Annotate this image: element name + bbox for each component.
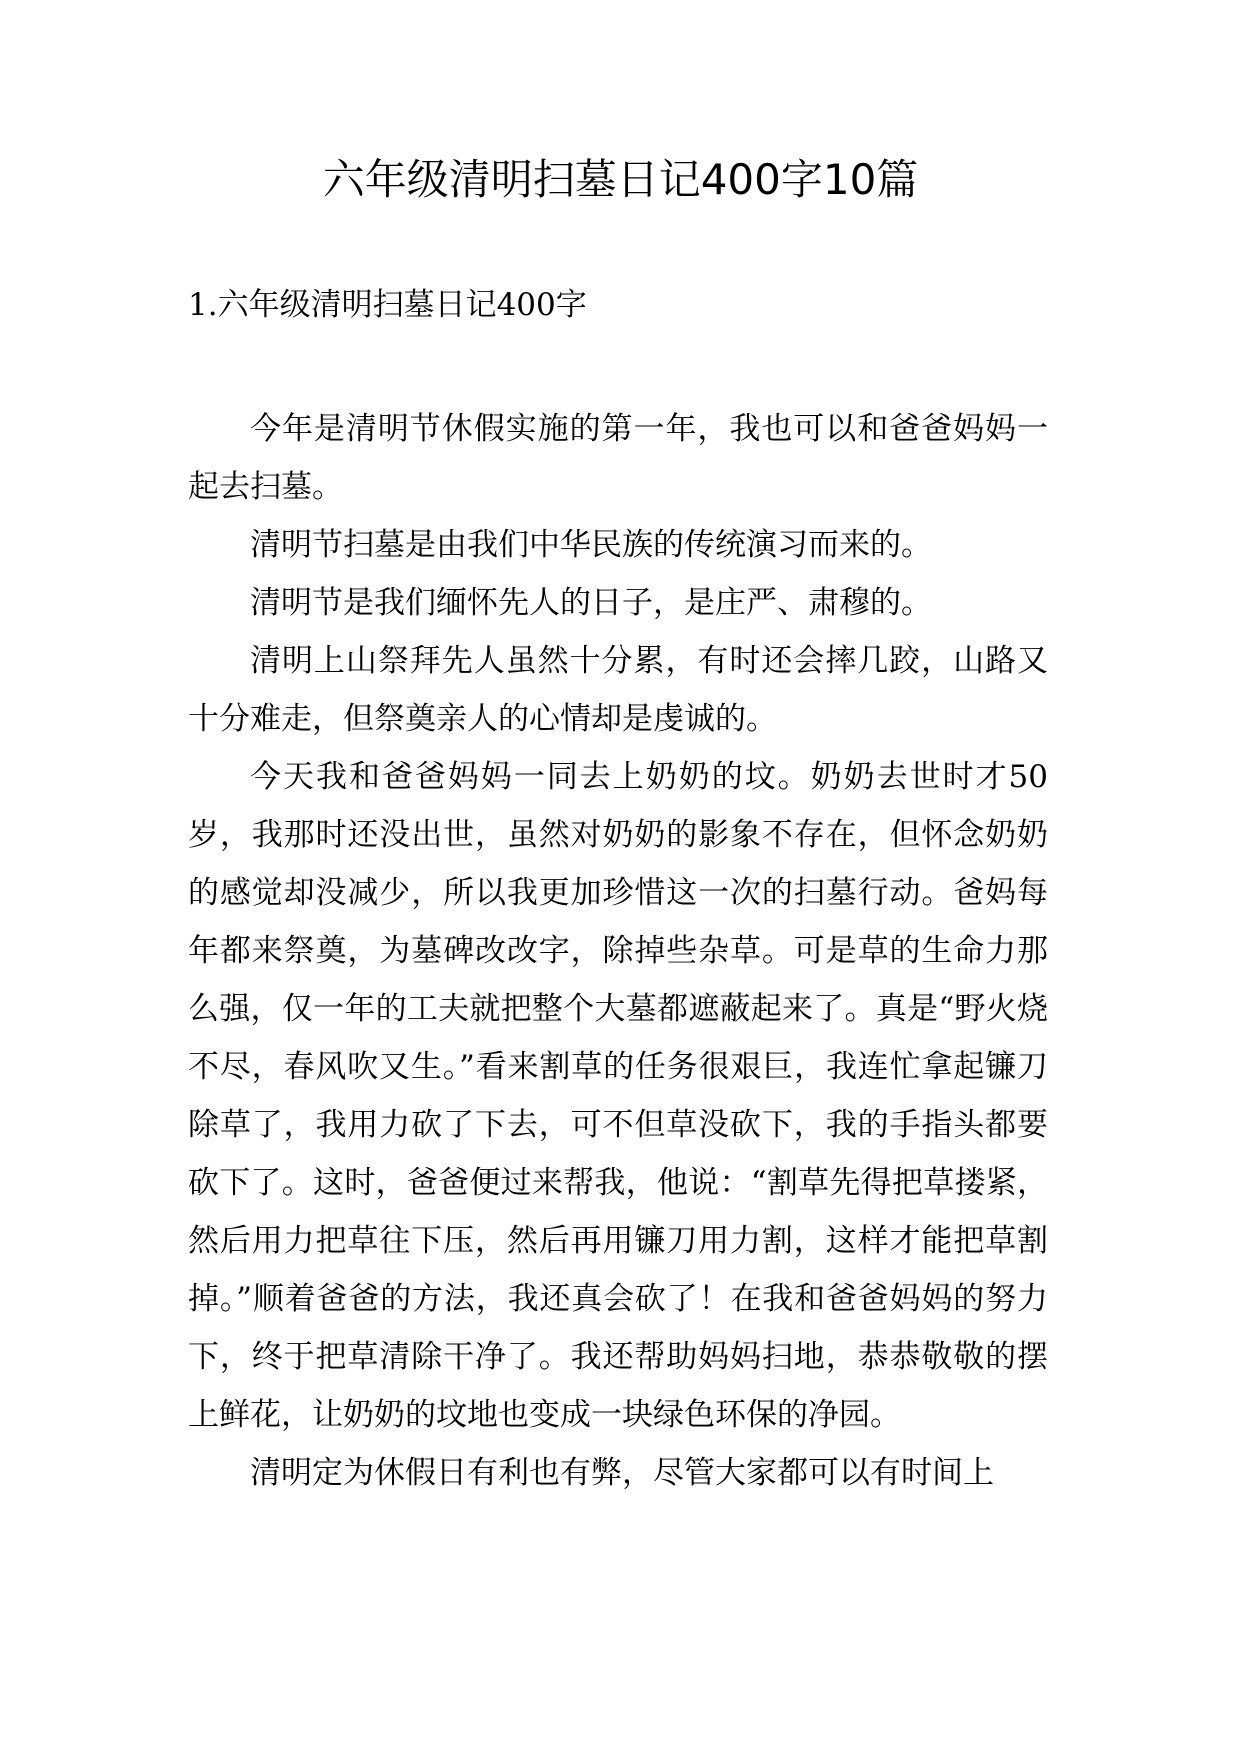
paragraph: 今年是清明节休假实施的第一年，我也可以和爸爸妈妈一起去扫墓。: [188, 411, 1048, 505]
paragraph: 今天我和爸爸妈妈一同去上奶奶的坟。奶奶去世时才50岁，我那时还没出世，虽然对奶奶的影象不存在，但怀念奶奶的感觉却没减少，所以我更加珍惜这一次的扫墓行动。爸妈每年都来祭奠，为墓碑改改字，除掉些杂草。可是草的生命力那么强，仅一年的工夫就把整个大墓都遮蔽起来了。真是“野火烧不尽，春风吹又生。”看来割草的任务很艰巨，我连忙拿起镰刀除草了，我用力砍了下去，可不但草没砍下，我的手指头都要砍下了。这时，爸爸便过来帮我，他说：“割草先得把草搂紧，然后用力把草往下压，然后再用镰刀用力割，这样才能把草割掉。”顺着爸爸的方法，我还真会砍了！在我和爸爸妈妈的努力下，终于把草清除干净了。我还帮助妈妈扫地，恭恭敬敬的摆上鲜花，让奶奶的坟地也变成一块绿色环保的净园。: [188, 759, 1048, 1433]
paragraph: 清明节扫墓是由我们中华民族的传统演习而来的。: [250, 527, 932, 563]
document-title: 六年级清明扫墓日记400字10篇: [322, 155, 919, 204]
paragraph: 清明上山祭拜先人虽然十分累，有时还会摔几跤，山路又十分难走，但祭奠亲人的心情却是虔诚的。: [188, 643, 1048, 737]
paragraph: 清明节是我们缅怀先人的日子，是庄严、肃穆的。: [250, 585, 932, 621]
paragraph: 清明定为休假日有利也有弊，尽管大家都可以有时间上: [250, 1455, 994, 1491]
section-heading: 1.六年级清明扫墓日记400字: [188, 287, 587, 323]
section-body: [188, 400, 1048, 1502]
